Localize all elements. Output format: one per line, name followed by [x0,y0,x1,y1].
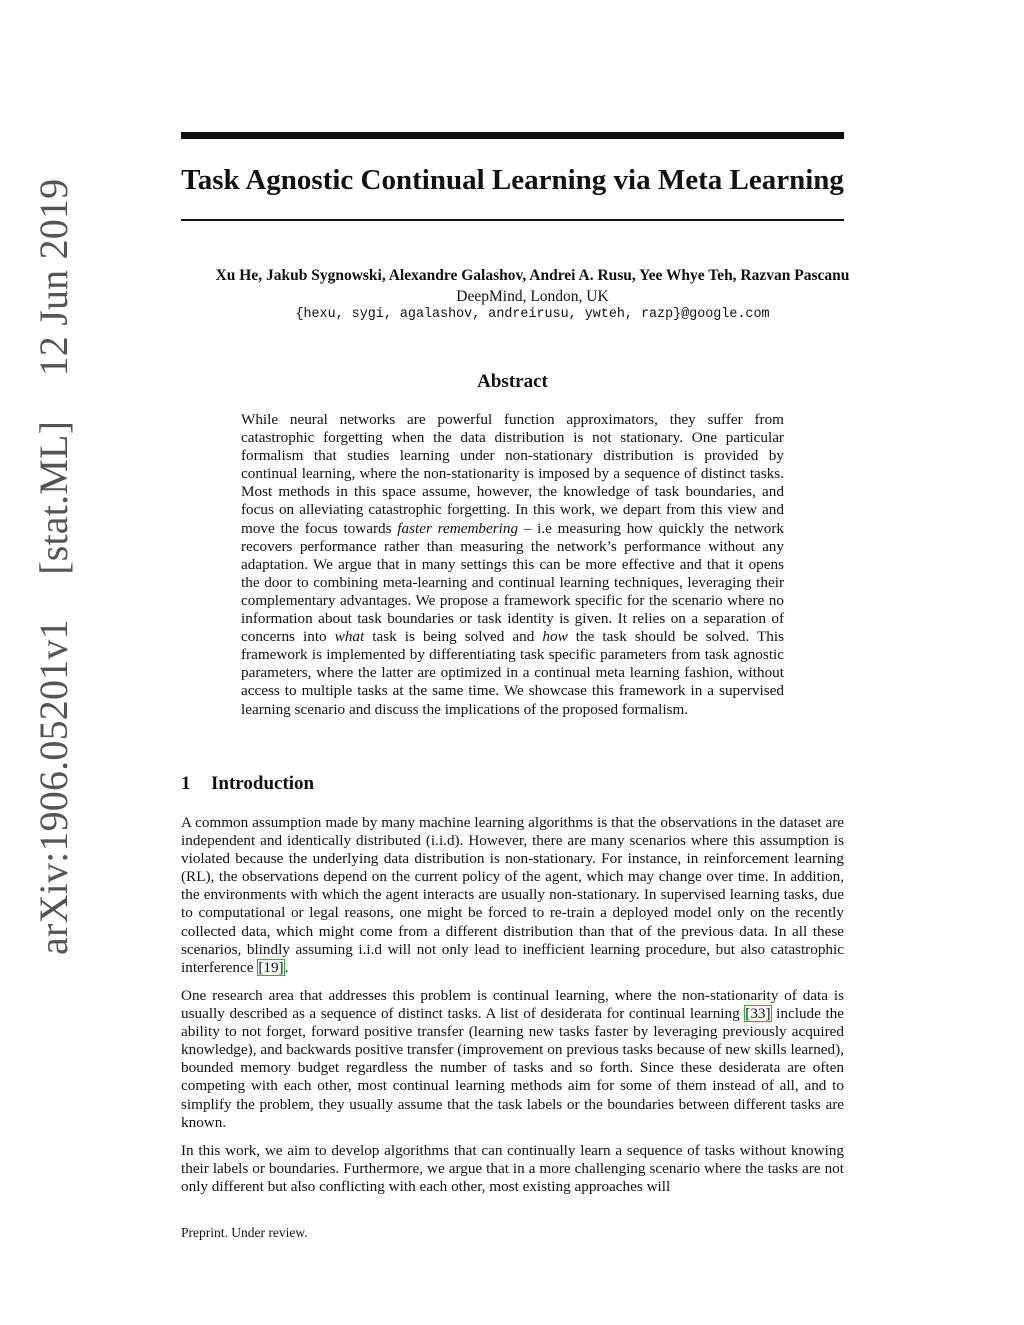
section-number: 1 [181,773,191,794]
citation-link-33[interactable]: [33] [745,1005,771,1023]
abstract-text-2: – i.e measuring how quickly the network recovers performance rather than measuring the network’s performance without any adaptation. We argue that in many settings this can be more effective and that it opens the door to combining meta-learning and continual learning techniques, leveraging their complementary advantages. We propose a framework specific for the scenario where no information about task boundaries or task identity is given. It relies on a separation of concerns into [241,519,784,646]
abstract-body [241,411,784,719]
intro-paragraph-2 [181,987,844,1132]
abstract-heading: Abstract [477,371,548,392]
citation-link-19[interactable]: [19] [258,958,284,976]
author-list: Xu He, Jakub Sygnowski, Alexandre Galashov, Andrei A. Rusu, Yee Whye Teh, Razvan Pascanu [215,267,850,284]
title-top-rule [181,132,844,139]
section-title: Introduction [211,773,315,794]
affiliation: DeepMind, London, UK [456,288,609,305]
abstract-emphasis-1: faster remembering [397,519,519,537]
abstract-text-1: While neural networks are powerful function approximators, they suffer from catastrophic forgetting when the data distribution is not stationary. One particular formalism that studies learning under non-stationary distribution is provided by continual learning, where the non-stationarity is imposed by a sequence of distinct tasks. Most methods in this space assume, however, the knowledge of task boundaries, and focus on alleviating catastrophic forgetting. In this work, we depart from this view and move the focus towards [241,411,784,537]
abstract-text-4: the task should be solved. This framework is implemented by differentiating task specific parameters from task agnostic parameters, where the latter are optimized in a continual meta learning fashion, without access to multiple tasks at the same time. We showcase this framework in a supervised learning scenario and discuss the implications of the proposed formalism. [241,628,784,718]
preprint-footer-note: Preprint. Under review. [181,1225,308,1240]
paper-title: Task Agnostic Continual Learning via Meta Learning [181,164,844,196]
section-heading-introduction [181,772,844,796]
arxiv-date: 12 Jun 2019 [31,178,76,377]
intro-p1-end: . [284,958,289,976]
title-bottom-rule [181,219,844,221]
intro-p1-text: A common assumption made by many machine learning algorithms is that the observations in the dataset are independent and identically distributed (i.i.d). However, there are many scenarios where this assumption is violated because the underlying data distribution is non-stationary. For instance, in reinforcement learning (RL), the observations depend on the current policy of the agent, which may change over time. In addition, the environments with which the agent interacts are usually non-stationary. In supervised learning tasks, due to computational or legal reasons, one might be forced to re-train a deployed model only on the recently collected data, which might come from a different distribution than that of the previous data. In all these scenarios, blindly assuming i.i.d will not only lead to inefficient learning procedure, but also catastrophic interference [181,814,844,976]
intro-p2-text: One research area that addresses this problem is continual learning, where the non-stationarity of data is usually described as a sequence of distinct tasks. A list of desiderata for continual learning [181,987,844,1023]
intro-p2-end: include the ability to not forget, forward positive transfer (learning new tasks faster by leveraging previously acquired knowledge), and backwards positive transfer (improvement on previous tasks because of new skills learned), bounded memory budget regardless the number of tasks and so forth. Since these desiderata are often competing with each other, most continual learning methods aim for some of them instead of all, and to simplify the problem, they usually assume that the task labels or the boundaries between different tasks are known. [181,1005,844,1131]
abstract-emphasis-3: how [542,628,568,646]
abstract-emphasis-2: what [334,628,365,646]
arxiv-id: arXiv:1906.05201v1 [31,619,76,955]
abstract-text-3: task is being solved and [364,628,543,646]
author-emails: {hexu, sygi, agalashov, andreirusu, ywteh, razp}@google.com [295,307,770,322]
arxiv-category: [stat.ML] [31,420,76,575]
arxiv-sidebar-stamp [31,178,76,955]
intro-paragraph-1 [181,814,844,977]
intro-paragraph-3: In this work, we aim to develop algorithms that can continually learn a sequence of tasks without knowing their labels or boundaries. Furthermore, we argue that in a more challenging scenario where the tasks are not only different but also conflicting with each other, most existing approaches will [181,1142,844,1196]
